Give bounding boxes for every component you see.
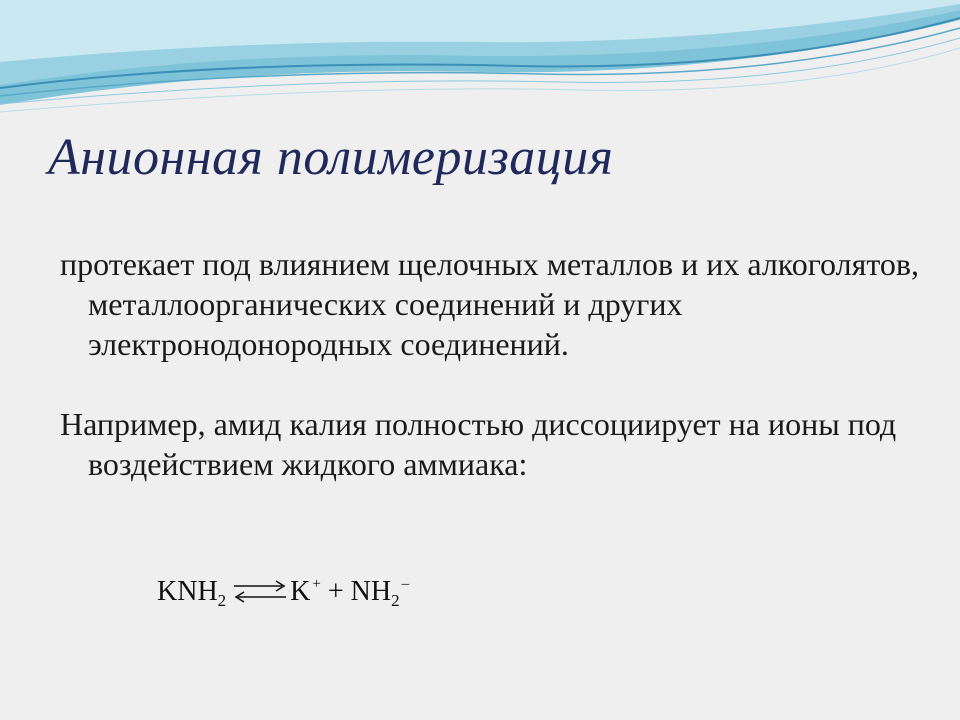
reactant-subscript: 2 [217,591,227,610]
anion-charge: – [401,576,410,592]
product-cation: K [290,576,311,607]
paragraph-initiators: протекает под влиянием щелочных металлов и их алкоголятов, металлоорганических соединений и других электронодонородных соединений. [60,246,919,362]
plus-sign: + [320,576,351,607]
decorative-wave-header [0,0,960,120]
equilibrium-arrows-icon [232,578,288,604]
slide-title: Анионная полимеризация [48,129,614,186]
paragraph-example: Например, амид калия полностью диссоциирует на ионы под воздействием жидкого аммиака: [60,406,897,482]
anion-subscript: 2 [391,591,400,610]
chemical-equation [157,574,409,608]
reactant-formula: KNH [157,576,218,607]
cation-charge: + [312,576,321,592]
product-anion: NH [350,576,392,607]
